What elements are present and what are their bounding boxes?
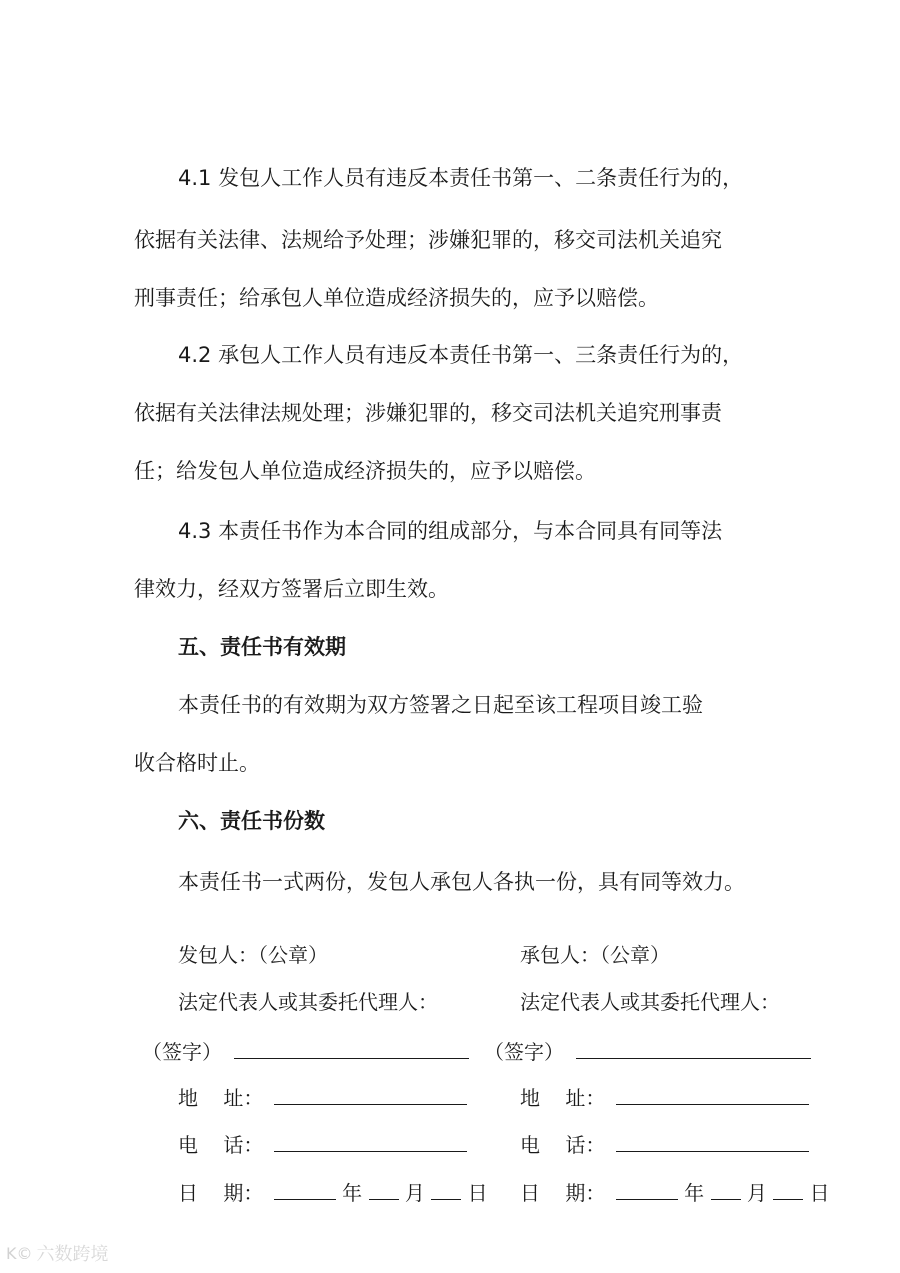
left-party-label: 发包人：（公章） xyxy=(178,943,328,967)
right-phone-row xyxy=(520,1129,809,1160)
clause-4-1-line-2: 依据有关法律、法规给予处理；涉嫌犯罪的，移交司法机关追究 xyxy=(134,228,722,252)
left-sign-field[interactable] xyxy=(234,1036,469,1059)
section-5-body-line-1: 本责任书的有效期为双方签署之日起至该工程项目竣工验 xyxy=(178,693,703,717)
clause-4-2-line-1: 4.2 承包人工作人员有违反本责任书第一、三条责任行为的， xyxy=(178,343,744,367)
left-address-field[interactable] xyxy=(274,1082,467,1105)
left-day-label: 日 xyxy=(467,1181,488,1205)
right-day-label: 日 xyxy=(809,1181,830,1205)
right-year-field[interactable] xyxy=(616,1177,678,1200)
right-date-row xyxy=(520,1177,830,1208)
clause-4-3-line-1: 4.3 本责任书作为本合同的组成部分，与本合同具有同等法 xyxy=(178,519,723,543)
clause-4-1-line-3: 刑事责任；给承包人单位造成经济损失的，应予以赔偿。 xyxy=(134,286,659,310)
right-party-label: 承包人：（公章） xyxy=(520,943,670,967)
right-month-field[interactable] xyxy=(711,1177,741,1200)
left-sign-row xyxy=(142,1036,469,1067)
right-sign-label: （签字） xyxy=(484,1040,564,1064)
section-6-body: 本责任书一式两份，发包人承包人各执一份，具有同等效力。 xyxy=(178,870,745,894)
left-month-field[interactable] xyxy=(369,1177,399,1200)
right-day-field[interactable] xyxy=(773,1177,803,1200)
left-year-field[interactable] xyxy=(274,1177,336,1200)
right-year-label: 年 xyxy=(684,1181,705,1205)
left-rep-label: 法定代表人或其委托代理人： xyxy=(178,990,438,1014)
left-date-row xyxy=(178,1177,488,1208)
clause-4-2-line-2: 依据有关法律法规处理；涉嫌犯罪的，移交司法机关追究刑事责 xyxy=(134,401,722,425)
left-phone-field[interactable] xyxy=(274,1129,467,1152)
right-address-field[interactable] xyxy=(616,1082,809,1105)
right-rep-label: 法定代表人或其委托代理人： xyxy=(520,990,780,1014)
right-sign-field[interactable] xyxy=(576,1036,811,1059)
left-month-label: 月 xyxy=(404,1181,425,1205)
section-5-body-line-2: 收合格时止。 xyxy=(134,751,260,775)
right-sign-row xyxy=(484,1036,811,1067)
clause-4-1-line-1: 4.1 发包人工作人员有违反本责任书第一、二条责任行为的， xyxy=(178,166,744,190)
right-address-row xyxy=(520,1082,809,1113)
left-year-label: 年 xyxy=(342,1181,363,1205)
left-sign-label: （签字） xyxy=(142,1040,222,1064)
watermark-text: 六数跨境 xyxy=(36,1244,109,1265)
watermark-logo-icon: K© xyxy=(6,1243,33,1263)
right-phone-label: 电 话： xyxy=(520,1133,606,1157)
left-phone-row xyxy=(178,1129,467,1160)
left-date-label: 日 期： xyxy=(178,1181,264,1205)
clause-4-3-line-2: 律效力，经双方签署后立即生效。 xyxy=(134,577,449,601)
left-address-label: 地 址： xyxy=(178,1086,264,1110)
right-phone-field[interactable] xyxy=(616,1129,809,1152)
left-phone-label: 电 话： xyxy=(178,1133,264,1157)
right-date-label: 日 期： xyxy=(520,1181,606,1205)
right-address-label: 地 址： xyxy=(520,1086,606,1110)
section-6-title: 六、责任书份数 xyxy=(178,809,325,833)
section-5-title: 五、责任书有效期 xyxy=(178,635,346,659)
right-month-label: 月 xyxy=(746,1181,767,1205)
watermark xyxy=(6,1240,109,1266)
left-day-field[interactable] xyxy=(431,1177,461,1200)
clause-4-2-line-3: 任；给发包人单位造成经济损失的，应予以赔偿。 xyxy=(134,459,596,483)
left-address-row xyxy=(178,1082,467,1113)
